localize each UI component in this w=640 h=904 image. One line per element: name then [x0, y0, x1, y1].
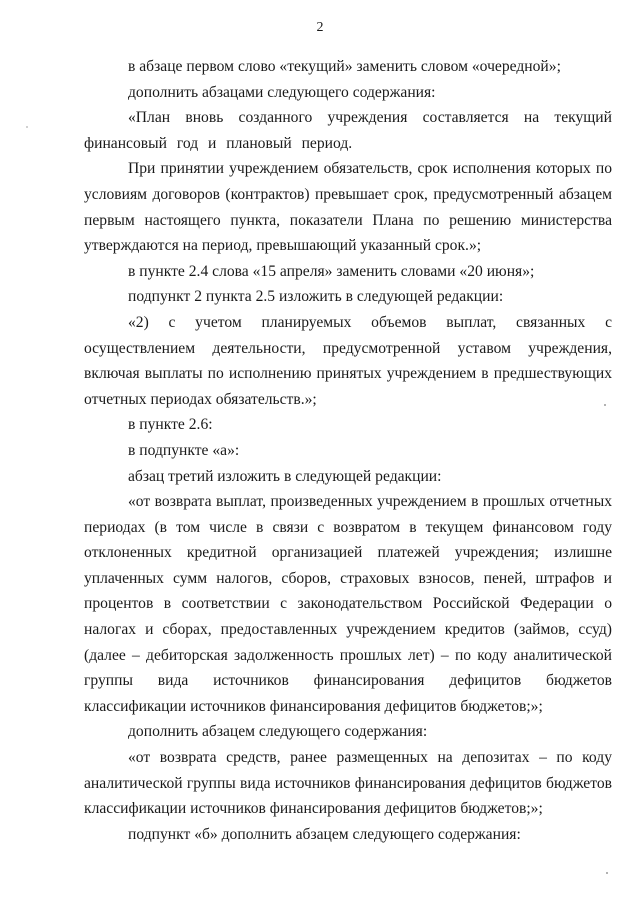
paragraph-13: «от возврата средств, ранее размещенных на депозитах – по коду аналитической группы вида источников финансирования дефицитов бюджетов классификации источников финансирования дефицитов бюджетов;»; [84, 749, 612, 818]
paragraph-4: При принятии учреждением обязательств, срок исполнения которых по условиям договоров (контрактов) превышает срок, предусмотренный абзацем первым настоящего пункта, показатели Плана по решению министерства утверждаются на период, превышающий указанный срок.»; [84, 160, 612, 255]
scan-speck [606, 872, 608, 874]
paragraph-5: в пункте 2.4 слова «15 апреля» заменить словами «20 июня»; [128, 262, 535, 280]
paragraph-9: в подпункте «а»: [128, 441, 240, 459]
paragraph-14: подпункт «б» дополнить абзацем следующего содержания: [128, 825, 521, 843]
paragraph-12: дополнить абзацем следующего содержания: [128, 723, 428, 741]
paragraph-10: абзац третий изложить в следующей редакции: [128, 467, 442, 485]
scan-speck [604, 404, 606, 406]
page-number: 2 [316, 20, 324, 35]
paragraph-1: в абзаце первом слово «текущий» заменить словом «очередной»; [128, 58, 561, 75]
paragraph-6: подпункт 2 пункта 2.5 изложить в следующей редакции: [128, 288, 504, 306]
paragraph-7: «2) с учетом планируемых объемов выплат, связанных с осуществлением деятельности, предусмотренной уставом учреждения, включая выплаты по исполнению принятых учреждением в предшествующих отчетных периодах обязательств.»; [84, 313, 612, 408]
paragraph-2: дополнить абзацами следующего содержания: [128, 83, 436, 101]
document-body [84, 54, 612, 847]
scan-speck [26, 126, 28, 128]
paragraph-11: «от возврата выплат, произведенных учреждением в прошлых отчетных периодах (в том числе в связи с возвратом в текущем финансовом году отклоненных кредитной организацией платежей учреждения; излишне уплаченных сумм налогов, сборов, страховых взносов, пеней, штрафов и процентов в соответствии с законодательством Российской Федерации о налогах и сборах, предоставленных учреждением кредитов (займов, ссуд) (далее – дебиторская задолженность прошлых лет) – по коду аналитической группы вида источников финансирования дефицитов бюджетов классификации источников финансирования дефицитов бюджетов;»; [84, 493, 612, 715]
paragraph-8: в пункте 2.6: [128, 416, 213, 434]
paragraph-3: «План вновь созданного учреждения составляется на текущий финансовый год и плановый период. [84, 109, 612, 152]
